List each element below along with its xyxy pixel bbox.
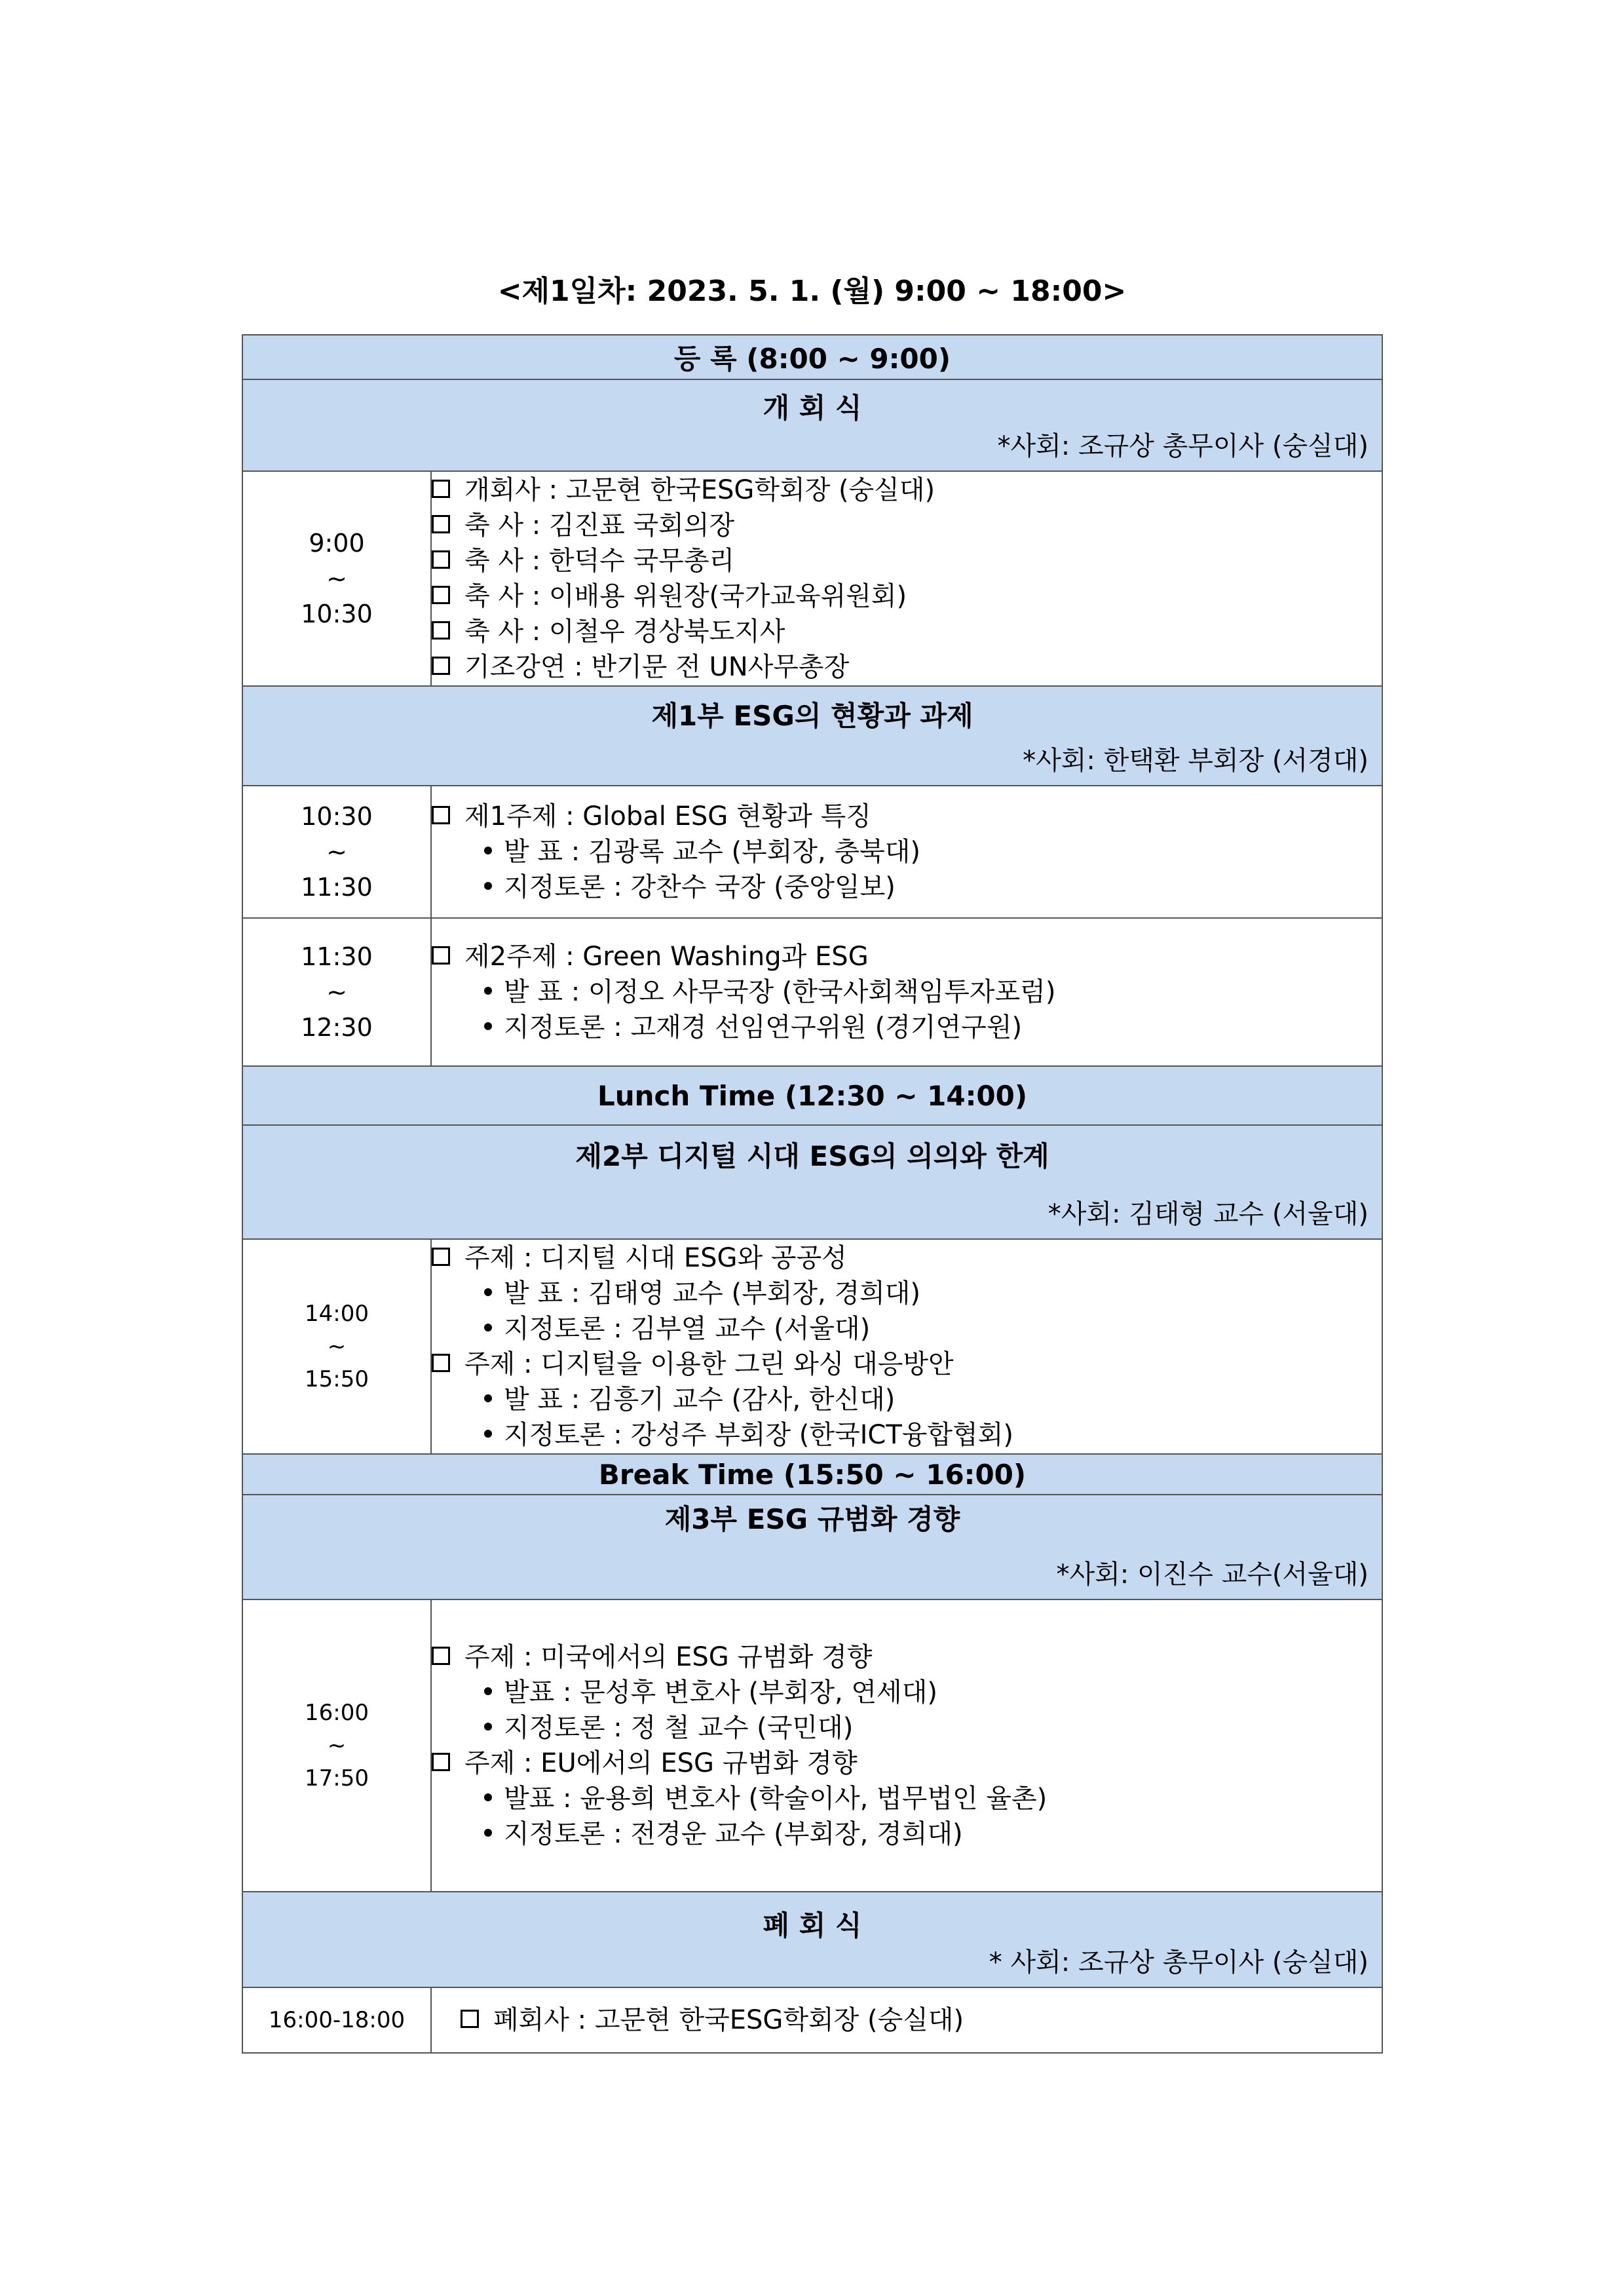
part2-heading: 제2부 디지털 시대 ESG의 의의와 한계 xyxy=(575,1140,1049,1172)
bullet-icon xyxy=(484,1793,492,1801)
part3-header-row xyxy=(242,1495,1382,1599)
checkbox-icon xyxy=(432,621,450,640)
list-item: 개회사 : 고문현 한국ESG학회장 (숭실대) xyxy=(432,472,1382,508)
lunch-row xyxy=(242,1066,1382,1125)
part1-header-row xyxy=(242,686,1382,786)
list-item: 제2주제 : Green Washing과 ESG xyxy=(432,939,1382,974)
checkbox-icon xyxy=(432,1647,450,1665)
checkbox-icon xyxy=(432,550,450,569)
part1-session-1-row xyxy=(242,786,1382,918)
list-item: 지정토론 : 김부열 교수 (서울대) xyxy=(432,1311,1382,1347)
part1-heading: 제1부 ESG의 현황과 과제 xyxy=(651,700,973,732)
opening-row xyxy=(242,471,1382,686)
bullet-icon xyxy=(484,1723,492,1731)
list-item: 지정토론 : 정 철 교수 (국민대) xyxy=(432,1710,1382,1746)
part3-chair: *사회: 이진수 교수(서울대) xyxy=(1056,1559,1369,1590)
part1-session-2-items xyxy=(431,918,1382,1066)
bullet-icon xyxy=(484,1394,492,1402)
part2-time: 14:00 ~ 15:50 xyxy=(242,1239,431,1454)
bullet-icon xyxy=(484,1324,492,1331)
checkbox-icon xyxy=(432,586,450,604)
break-heading: Break Time (15:50 ~ 16:00) xyxy=(598,1458,1027,1491)
part3-time: 16:00 ~ 17:50 xyxy=(242,1599,431,1892)
list-item: 축 사 : 김진표 국회의장 xyxy=(432,508,1382,543)
opening-time: 9:00 ~ 10:30 xyxy=(242,471,431,686)
break-row xyxy=(242,1454,1382,1495)
list-item: 발 표 : 김광록 교수 (부회장, 충북대) xyxy=(432,834,1382,870)
checkbox-icon xyxy=(432,946,450,965)
list-item: 발 표 : 이정오 사무국장 (한국사회책임투자포럼) xyxy=(432,974,1382,1010)
list-item: 축 사 : 이배용 위원장(국가교육위원회) xyxy=(432,579,1382,614)
list-item: 주제 : 디지털 시대 ESG와 공공성 xyxy=(432,1240,1382,1276)
bullet-icon xyxy=(484,1430,492,1438)
bullet-icon xyxy=(484,987,492,995)
part3-heading: 제3부 ESG 규범화 경향 xyxy=(664,1503,960,1535)
list-item: 폐회사 : 고문현 한국ESG학회장 (숭실대) xyxy=(461,2002,1382,2038)
closing-header-row xyxy=(242,1892,1382,1987)
bullet-icon xyxy=(484,882,492,890)
registration-row xyxy=(242,335,1382,379)
list-item: 주제 : EU에서의 ESG 규범화 경향 xyxy=(432,1746,1382,1781)
schedule-table xyxy=(242,334,1383,2054)
checkbox-icon xyxy=(432,515,450,533)
part3-row xyxy=(242,1599,1382,1892)
part1-session-1-items xyxy=(431,786,1382,918)
checkbox-icon xyxy=(461,2010,479,2028)
bullet-icon xyxy=(484,1829,492,1837)
part1-session-1-time: 10:30 ~ 11:30 xyxy=(242,786,431,918)
bullet-icon xyxy=(484,1288,492,1296)
closing-items xyxy=(431,1987,1382,2053)
list-item: 주제 : 미국에서의 ESG 규범화 경향 xyxy=(432,1639,1382,1675)
document-title: <제1일차: 2023. 5. 1. (월) 9:00 ~ 18:00> xyxy=(497,275,1127,308)
list-item: 주제 : 디지털을 이용한 그린 와싱 대응방안 xyxy=(432,1347,1382,1382)
part2-chair: *사회: 김태형 교수 (서울대) xyxy=(1048,1199,1369,1229)
list-item: 지정토론 : 강찬수 국장 (중앙일보) xyxy=(432,870,1382,905)
opening-header-row xyxy=(242,379,1382,471)
list-item: 발 표 : 김태영 교수 (부회장, 경희대) xyxy=(432,1276,1382,1311)
checkbox-icon xyxy=(432,1248,450,1266)
closing-heading: 폐 회 식 xyxy=(763,1909,862,1942)
part2-header-row xyxy=(242,1125,1382,1239)
checkbox-icon xyxy=(432,1354,450,1372)
opening-heading: 개 회 식 xyxy=(763,392,862,424)
part3-items xyxy=(431,1599,1382,1892)
part2-row xyxy=(242,1239,1382,1454)
bullet-icon xyxy=(484,1022,492,1030)
part1-chair: *사회: 한택환 부회장 (서경대) xyxy=(1023,746,1369,776)
opening-items xyxy=(431,471,1382,686)
list-item: 제1주제 : Global ESG 현황과 특징 xyxy=(432,799,1382,834)
closing-time: 16:00-18:00 xyxy=(242,1987,431,2053)
list-item: 축 사 : 이철우 경상북도지사 xyxy=(432,614,1382,649)
list-item: 발 표 : 김흥기 교수 (감사, 한신대) xyxy=(432,1382,1382,1417)
checkbox-icon xyxy=(432,480,450,498)
list-item: 발표 : 윤용희 변호사 (학술이사, 법무법인 율촌) xyxy=(432,1781,1382,1816)
list-item: 지정토론 : 고재경 선임연구위원 (경기연구원) xyxy=(432,1010,1382,1045)
checkbox-icon xyxy=(432,1753,450,1771)
list-item: 발표 : 문성후 변호사 (부회장, 연세대) xyxy=(432,1675,1382,1710)
list-item: 지정토론 : 강성주 부회장 (한국ICT융합협회) xyxy=(432,1417,1382,1453)
checkbox-icon xyxy=(432,657,450,675)
lunch-heading: Lunch Time (12:30 ~ 14:00) xyxy=(597,1079,1028,1112)
closing-chair: * 사회: 조규상 총무이사 (숭실대) xyxy=(989,1947,1369,1978)
part1-session-2-row xyxy=(242,918,1382,1066)
opening-chair: *사회: 조규상 총무이사 (숭실대) xyxy=(997,431,1369,461)
closing-row xyxy=(242,1987,1382,2053)
registration-heading: 등 록 (8:00 ~ 9:00) xyxy=(673,343,951,375)
list-item: 축 사 : 한덕수 국무총리 xyxy=(432,543,1382,579)
part2-items xyxy=(431,1239,1382,1454)
bullet-icon xyxy=(484,1687,492,1695)
checkbox-icon xyxy=(432,806,450,824)
bullet-icon xyxy=(484,847,492,854)
list-item: 지정토론 : 전경운 교수 (부회장, 경희대) xyxy=(432,1816,1382,1852)
list-item: 기조강연 : 반기문 전 UN사무총장 xyxy=(432,649,1382,685)
part1-session-2-time: 11:30 ~ 12:30 xyxy=(242,918,431,1066)
